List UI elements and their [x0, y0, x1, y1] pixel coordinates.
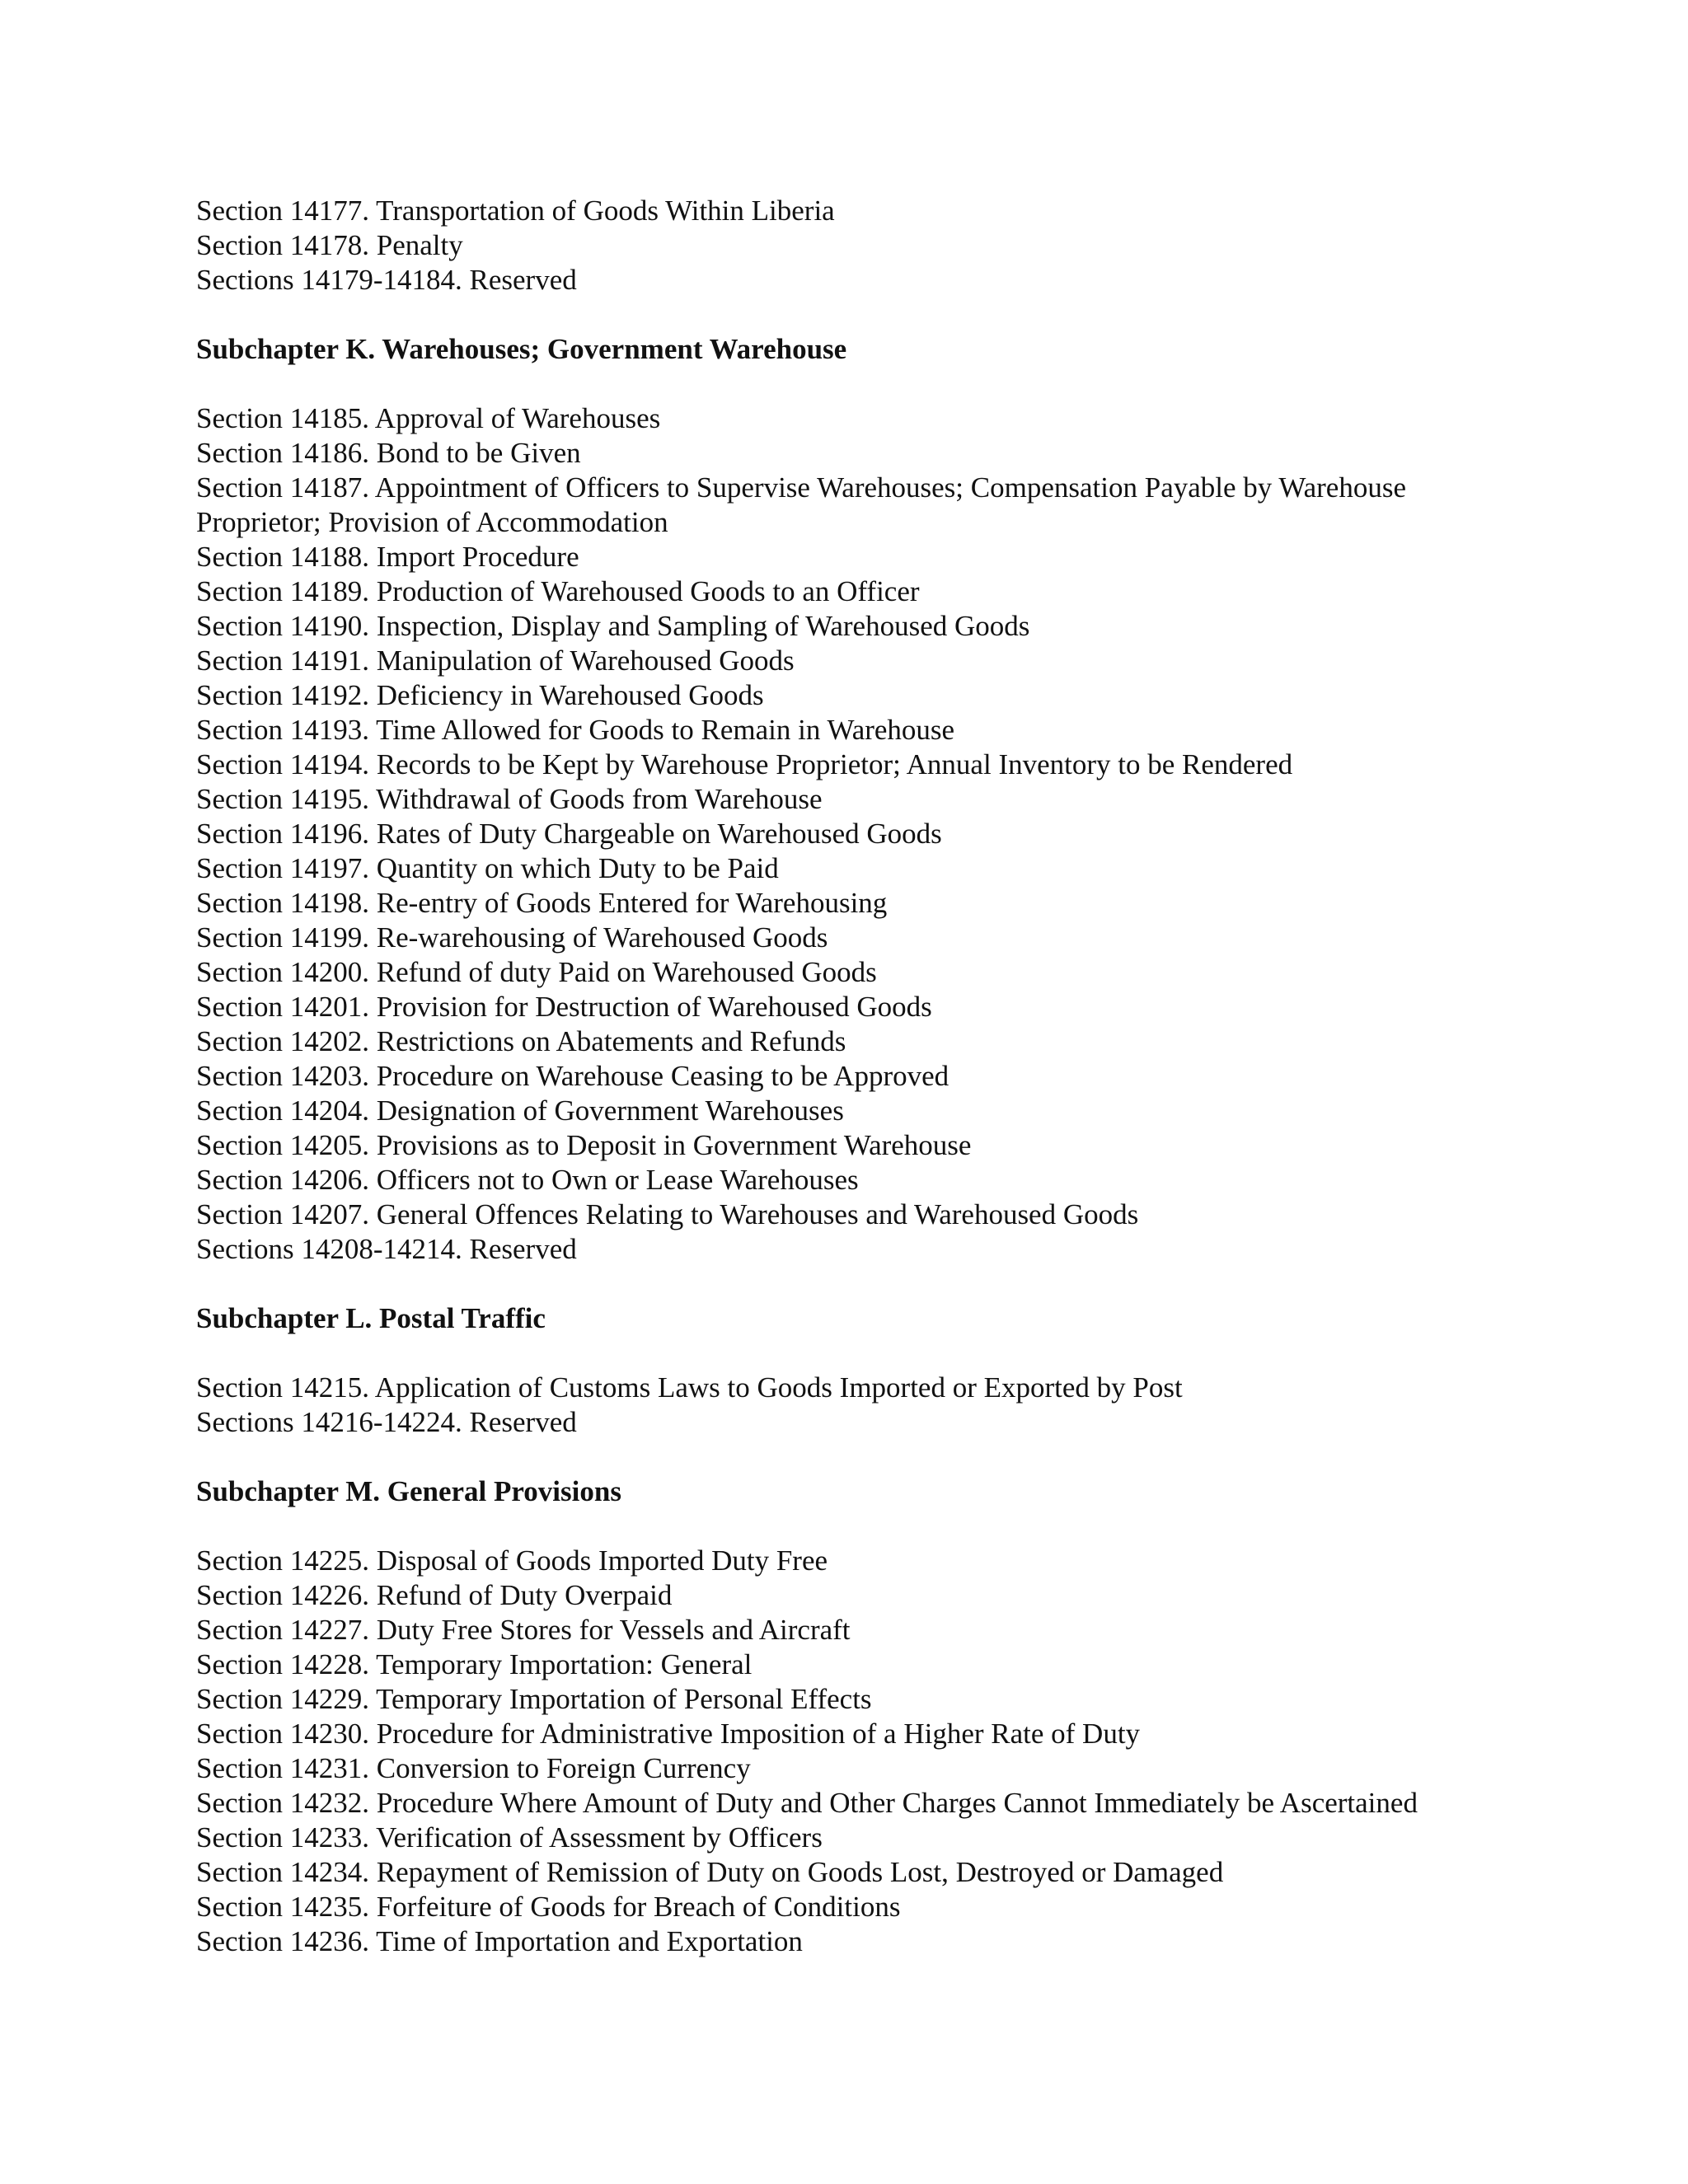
section-entry: Section 14185. Approval of Warehouses — [196, 402, 661, 434]
section-list-top — [196, 194, 1515, 298]
section-entry: Sections 14216-14224. Reserved — [196, 1406, 577, 1438]
section-entry: Section 14196. Rates of Duty Chargeable on Warehoused Goods — [196, 818, 942, 850]
section-entry: Section 14203. Procedure on Warehouse Ceasing to be Approved — [196, 1060, 950, 1092]
section-entry: Section 14202. Restrictions on Abatements and Refunds — [196, 1025, 846, 1057]
subchapter-l-section-list — [196, 1371, 1515, 1440]
subchapter-k-section-list — [196, 401, 1515, 1267]
section-entry: Section 14187. Appointment of Officers to Supervise Warehouses; Compensation Payable by Warehouse Proprietor; Provision of Accommodation — [196, 471, 1407, 538]
section-entry: Section 14228. Temporary Importation: General — [196, 1648, 753, 1680]
section-entry: Section 14193. Time Allowed for Goods to Remain in Warehouse — [196, 714, 955, 746]
section-entry: Section 14235. Forfeiture of Goods for Breach of Conditions — [196, 1891, 901, 1923]
subchapter-m-heading: Subchapter M. General Provisions — [196, 1475, 621, 1507]
section-entry: Section 14232. Procedure Where Amount of Duty and Other Charges Cannot Immediately be Ascertained — [196, 1787, 1418, 1819]
section-entry: Section 14215. Application of Customs Laws to Goods Imported or Exported by Post — [196, 1371, 1183, 1404]
section-entry: Section 14234. Repayment of Remission of Duty on Goods Lost, Destroyed or Damaged — [196, 1856, 1224, 1888]
section-entry: Section 14227. Duty Free Stores for Vessels and Aircraft — [196, 1614, 851, 1646]
section-entry: Section 14200. Refund of duty Paid on Warehoused Goods — [196, 956, 877, 988]
section-entry: Section 14201. Provision for Destruction of Warehoused Goods — [196, 991, 932, 1023]
subchapter-m-section-list — [196, 1544, 1515, 1959]
section-entry: Section 14178. Penalty — [196, 229, 463, 261]
section-entry: Section 14199. Re-warehousing of Warehoused Goods — [196, 921, 828, 954]
subchapter-l-heading: Subchapter L. Postal Traffic — [196, 1302, 546, 1334]
section-entry: Section 14233. Verification of Assessment by Officers — [196, 1821, 823, 1854]
section-entry: Section 14195. Withdrawal of Goods from Warehouse — [196, 783, 823, 815]
section-entry: Section 14191. Manipulation of Warehoused Goods — [196, 644, 795, 677]
section-entry: Section 14230. Procedure for Administrative Imposition of a Higher Rate of Duty — [196, 1718, 1141, 1750]
section-entry: Section 14192. Deficiency in Warehoused Goods — [196, 679, 764, 711]
section-entry: Section 14186. Bond to be Given — [196, 437, 581, 469]
section-entry: Section 14231. Conversion to Foreign Currency — [196, 1752, 751, 1784]
section-entry: Section 14206. Officers not to Own or Lease Warehouses — [196, 1164, 859, 1196]
section-entry: Sections 14208-14214. Reserved — [196, 1233, 577, 1265]
section-entry: Section 14188. Import Procedure — [196, 541, 579, 573]
document-page — [196, 194, 1515, 1959]
section-entry: Section 14177. Transportation of Goods Within Liberia — [196, 194, 835, 227]
section-entry: Section 14190. Inspection, Display and Sampling of Warehoused Goods — [196, 610, 1030, 642]
section-entry: Section 14225. Disposal of Goods Imported Duty Free — [196, 1544, 828, 1577]
section-entry: Section 14204. Designation of Government Warehouses — [196, 1094, 844, 1127]
section-entry: Section 14207. General Offences Relating to Warehouses and Warehoused Goods — [196, 1198, 1139, 1230]
section-entry: Section 14197. Quantity on which Duty to be Paid — [196, 852, 779, 884]
section-entry: Section 14198. Re-entry of Goods Entered for Warehousing — [196, 887, 888, 919]
section-entry: Section 14194. Records to be Kept by Warehouse Proprietor; Annual Inventory to be Rendered — [196, 748, 1293, 780]
section-entry: Section 14205. Provisions as to Deposit in Government Warehouse — [196, 1129, 972, 1161]
section-entry: Section 14236. Time of Importation and Exportation — [196, 1925, 803, 1957]
section-entry: Sections 14179-14184. Reserved — [196, 264, 577, 296]
section-entry: Section 14189. Production of Warehoused Goods to an Officer — [196, 575, 920, 607]
subchapter-k-heading: Subchapter K. Warehouses; Government Warehouse — [196, 333, 847, 365]
section-entry: Section 14229. Temporary Importation of Personal Effects — [196, 1683, 872, 1715]
section-entry: Section 14226. Refund of Duty Overpaid — [196, 1579, 673, 1611]
